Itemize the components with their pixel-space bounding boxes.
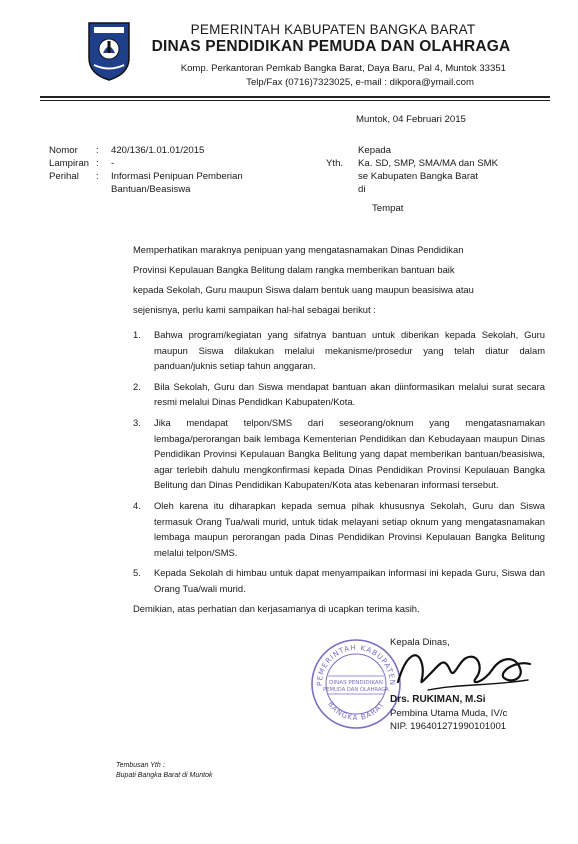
letterhead-rule-thick <box>40 96 550 98</box>
signer-name: Drs. RUKIMAN, M.Si <box>390 694 486 705</box>
meta-sep-lampiran: : <box>96 158 99 169</box>
list-text: Bahwa program/kegiatan yang sifatnya bantuan untuk diberikan kepada Sekolah, Guru maupun Siswa dilakukan melalui mekanisme/prosedur yang telah diatur dalam panduan/juknis setiap tahun anggaran. <box>154 329 545 372</box>
meta-sep-nomor: : <box>96 145 99 156</box>
meta-label-perihal: Perihal <box>49 171 79 182</box>
signer-title: Kepala Dinas, <box>390 637 450 648</box>
recipient-line2: se Kabupaten Bangka Barat <box>358 171 479 182</box>
recipient-line1: Ka. SD, SMP, SMA/MA dan SMK <box>358 158 499 169</box>
list-number: 3. <box>133 416 141 428</box>
meta-value-nomor: 420/136/1.01.01/2015 <box>111 145 205 156</box>
cc-item: Bupati Bangka Barat di Muntok <box>116 772 213 779</box>
intro-paragraph <box>133 240 558 320</box>
government-name: PEMERINTAH KABUPATEN BANGKA BARAT <box>190 22 476 37</box>
stamp-line1: DINAS PENDIDIKAN <box>329 680 383 686</box>
recipient-yth: Yth. <box>326 158 344 169</box>
intro-line: kepada Sekolah, Guru maupun Siswa dalam bentuk uang maupun beasisiwa atau <box>133 284 474 295</box>
meta-label-nomor: Nomor <box>49 145 78 156</box>
agency-contact: Telp/Fax (0716)7323025, e-mail : dikpora@ymail.com <box>246 77 474 88</box>
recipient-tempat: Tempat <box>372 203 404 214</box>
list-item <box>133 327 545 374</box>
intro-line: Memperhatikan maraknya penipuan yang mengatasnamakan Dinas Pendidikan <box>133 244 464 255</box>
svg-text:BANGKA BARAT <box>326 700 385 722</box>
meta-value-lampiran: - <box>111 158 115 169</box>
letter-date: Muntok, 04 Februari 2015 <box>356 114 466 125</box>
list-text: Bila Sekolah, Guru dan Siswa mendapat bantuan akan diinformasikan melalui surat secara resmi melalui Dinas Pendidkan Kabupaten/Kota. <box>154 380 545 408</box>
list-item <box>133 379 545 410</box>
points-list <box>133 327 545 602</box>
list-text: Jika mendapat telpon/SMS dari seseorang/oknum yang mengatasnamakan lembaga/perorangan baik lembaga Kementerian Pendidikan dan Kebudayaan maupun Dinas Pendidikan Provinsi Kepulauan Bangka Belitung yang dapat memberikan bantuan/beasisiwa, agar terlebih dahulu mengkonfirmasi kepada Dinas Pendidikan Provinsi Kepulauan Bangka Belitung dan Dinas Pendidikan Kabupaten/Kota atas kebenaran informasi tersebut. <box>154 416 545 491</box>
agency-name: DINAS PENDIDIKAN PEMUDA DAN OLAHRAGA <box>151 38 511 55</box>
regency-emblem-icon <box>86 20 132 82</box>
stamp-line2: PEMUDA DAN OLAHRAGA <box>323 687 389 693</box>
list-number: 4. <box>133 499 141 511</box>
subject-line-2: Bantuan/Beasiswa <box>111 184 191 195</box>
list-item <box>133 565 545 596</box>
list-number: 2. <box>133 380 141 392</box>
list-number: 5. <box>133 567 141 579</box>
letterhead-rule-thin <box>40 100 550 101</box>
meta-sep-perihal: : <box>96 171 99 182</box>
agency-address: Komp. Perkantoran Pemkab Bangka Barat, Daya Baru, Pal 4, Muntok 33351 <box>180 63 506 74</box>
list-text: Oleh karena itu diharapkan kepada semua pihak khususnya Sekolah, Guru dan Siswa termasuk Orang Tua/wali murid, untuk tidak melayani setiap oknum yang mengatasnamakan lembaga maupun perorangan pada Dinas Pendidikan Provinsi Kepulauan Bangka Belitung melalui telpon/SMS. <box>154 499 545 558</box>
list-item <box>133 498 545 560</box>
stamp-ring-bottom: BANGKA BARAT <box>326 699 386 723</box>
list-number: 1. <box>133 329 141 340</box>
closing-sentence: Demikian, atas perhatian dan kerjasamanya di ucapkan terima kasih. <box>133 603 420 614</box>
meta-value-perihal: Informasi Penipuan Pemberian <box>111 171 243 182</box>
recipient-di: di <box>358 184 366 195</box>
signer-nip: NIP. 196401271990101001 <box>390 721 507 732</box>
recipient-kepada: Kepada <box>358 145 392 156</box>
stamp-ring-top: PEMERINTAH KABUPATEN <box>314 642 398 687</box>
cc-heading: Tembusan Yth : <box>116 762 165 769</box>
intro-line: Provinsi Kepulauan Bangka Belitung dalam rangka memberikan bantuan baik <box>133 264 455 275</box>
list-text: Kepada Sekolah di himbau untuk dapat menyampaikan informasi ini kepada Guru, Siswa dan Orang Tua/wali murid. <box>154 567 545 594</box>
meta-label-lampiran: Lampiran <box>49 158 89 169</box>
intro-line: sejenisnya, perlu kami sampaikan hal-hal sebagai berikut : <box>133 304 376 315</box>
list-item <box>133 415 545 493</box>
signer-rank: Pembina Utama Muda, IV/c <box>390 708 508 719</box>
